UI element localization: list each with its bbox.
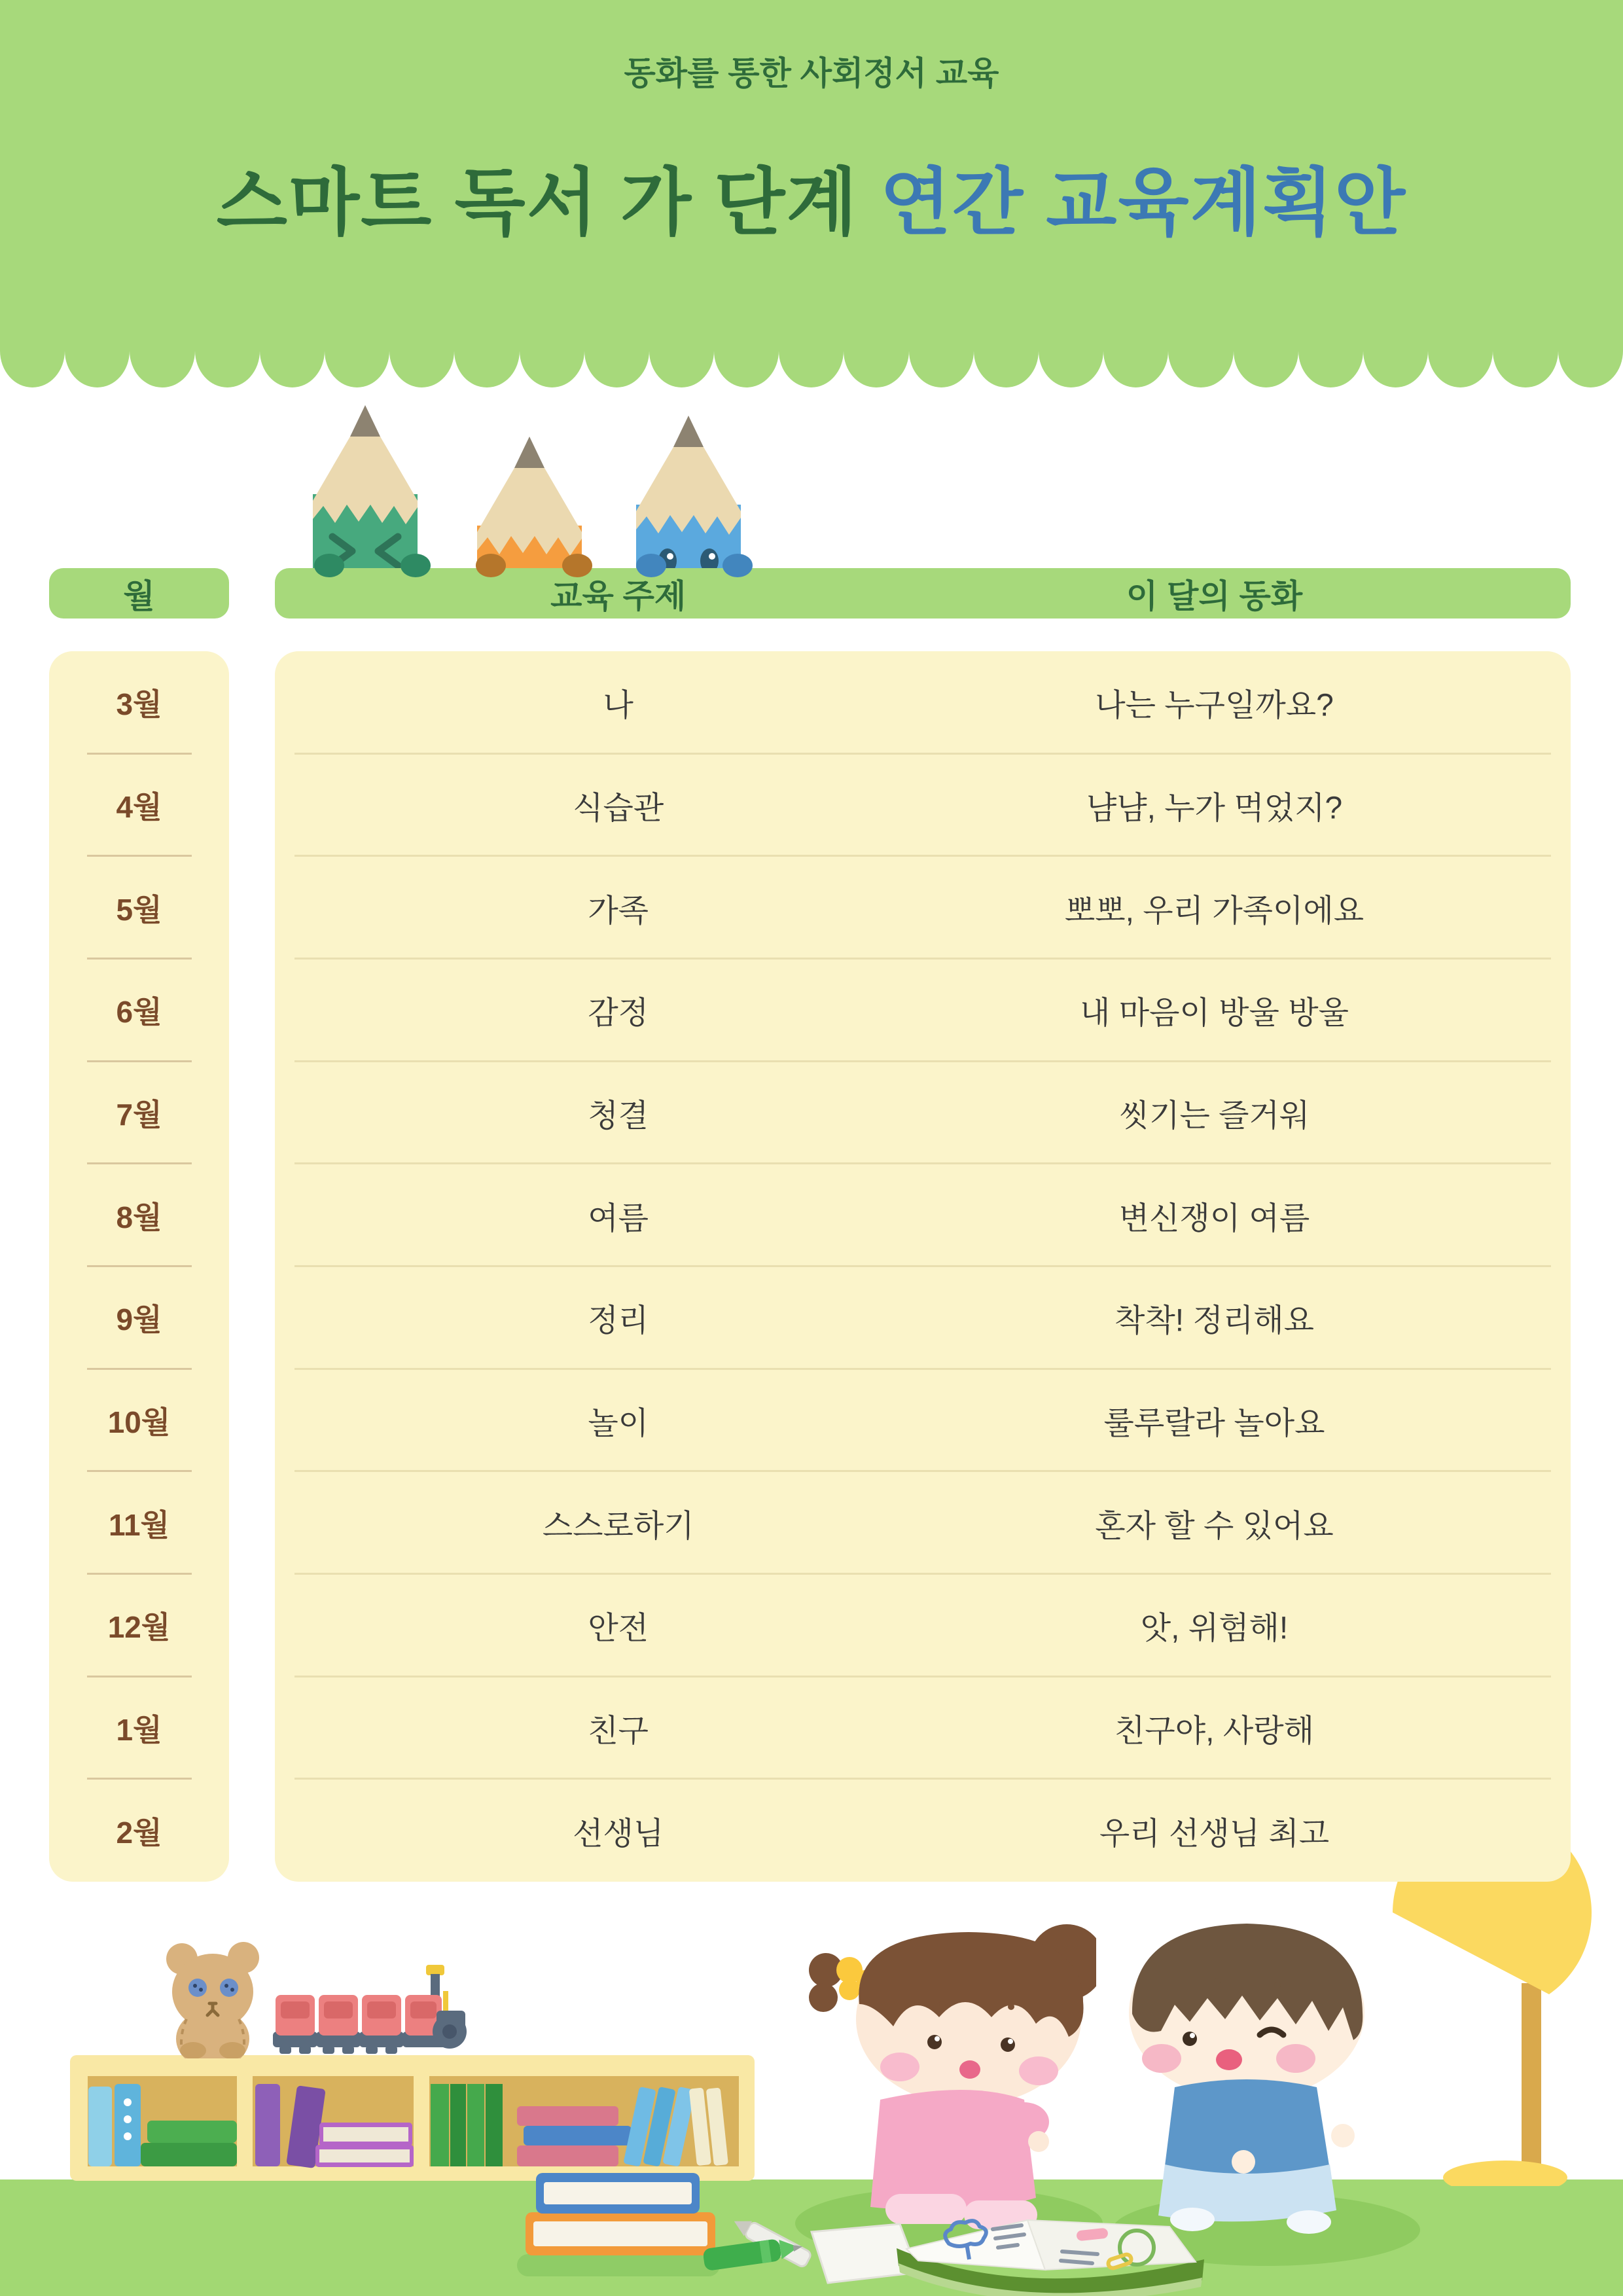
cell-topic: 청결 — [588, 1098, 649, 1134]
scallop-bump — [779, 351, 844, 387]
table-row — [275, 856, 1571, 959]
table-row — [275, 1164, 1571, 1266]
scallop-bump — [195, 351, 260, 387]
scallop-bump — [909, 351, 974, 387]
column-header-topic: 교육 주제 — [550, 577, 687, 615]
cell-story: 착착! 정리해요 — [1115, 1303, 1314, 1338]
cell-story: 씻기는 즐거워 — [1118, 1098, 1310, 1134]
open-book-icon — [802, 2186, 1221, 2296]
cell-topic: 가족 — [588, 893, 649, 929]
cell-story: 변신쟁이 여름 — [1118, 1201, 1310, 1236]
toy-train-icon — [272, 1964, 468, 2056]
scallop-bump — [1428, 351, 1493, 387]
poster-title-accent: 연간 교육계획안 — [880, 162, 1407, 243]
cell-story: 친구야, 사랑해 — [1115, 1713, 1314, 1749]
cell-story: 나는 누구일까요? — [1095, 688, 1334, 723]
pencil-paw-icon — [476, 554, 506, 577]
column-header-month — [49, 568, 229, 619]
scallop-bump — [1363, 351, 1428, 387]
scallop-bump — [1298, 351, 1363, 387]
scallop-bump — [1558, 351, 1623, 387]
cell-topic: 선생님 — [573, 1816, 664, 1852]
month-cell: 6월 — [49, 959, 229, 1062]
month-cell: 1월 — [49, 1677, 229, 1780]
pencil-paw-icon — [401, 554, 431, 577]
cell-story: 앗, 위험해! — [1140, 1611, 1289, 1646]
column-header-month-label: 월 — [123, 577, 155, 615]
scalloped-edge — [0, 351, 1623, 387]
scallop-bump — [325, 351, 389, 387]
pencil-paw-icon — [562, 554, 592, 577]
month-column-panel — [49, 651, 229, 1882]
book-stack-icon — [514, 2172, 723, 2280]
cell-topic: 놀이 — [588, 1406, 649, 1441]
bookshelf-icon — [70, 2055, 755, 2181]
scallop-bump — [389, 351, 454, 387]
cell-topic: 스스로하기 — [542, 1509, 694, 1544]
scallop-bump — [1103, 351, 1168, 387]
table-row — [275, 1779, 1571, 1882]
cell-story: 냠냠, 누가 먹었지? — [1086, 791, 1343, 826]
month-cell: 11월 — [49, 1471, 229, 1574]
scallop-bump — [1234, 351, 1298, 387]
month-cell: 4월 — [49, 754, 229, 857]
cell-story: 우리 선생님 최고 — [1099, 1816, 1330, 1852]
scallop-bump — [584, 351, 649, 387]
teddy-bear-icon — [157, 1941, 268, 2058]
poster-subtitle: 동화를 통한 사회정서 교육 — [624, 55, 999, 92]
cell-topic: 식습관 — [573, 791, 664, 826]
pencil-paw-icon — [636, 554, 666, 577]
table-row — [275, 1574, 1571, 1677]
scallop-bump — [130, 351, 194, 387]
cell-story: 뽀뽀, 우리 가족이에요 — [1064, 893, 1364, 929]
poster-title-primary: 스마트 독서 가 단계 — [216, 162, 859, 243]
scallop-bump — [520, 351, 584, 387]
month-cell: 9월 — [49, 1266, 229, 1369]
month-cell: 2월 — [116, 1815, 162, 1850]
scallop-bump — [260, 351, 325, 387]
cell-topic: 여름 — [588, 1201, 649, 1236]
pencil-paw-icon — [722, 554, 753, 577]
cell-topic: 감정 — [588, 996, 649, 1031]
month-cell: 7월 — [49, 1062, 229, 1164]
scallop-bump — [714, 351, 779, 387]
table-row — [275, 959, 1571, 1062]
month-cell: 12월 — [49, 1574, 229, 1677]
table-row — [275, 754, 1571, 857]
cell-topic: 정리 — [588, 1303, 649, 1338]
column-header-bar — [275, 568, 1571, 619]
table-row — [275, 1062, 1571, 1164]
cell-story: 내 마음이 방울 방울 — [1080, 996, 1349, 1031]
scallop-bump — [1493, 351, 1558, 387]
column-header-story: 이 달의 동화 — [1126, 577, 1303, 615]
cell-story: 룰루랄라 놀아요 — [1103, 1406, 1325, 1441]
month-cell: 5월 — [49, 856, 229, 959]
table-row — [275, 1266, 1571, 1369]
scallop-bump — [0, 351, 65, 387]
scallop-bump — [844, 351, 908, 387]
month-cell: 3월 — [49, 651, 229, 754]
scallop-bump — [454, 351, 519, 387]
table-row — [275, 1471, 1571, 1574]
table-row — [275, 1369, 1571, 1472]
scallop-bump — [1039, 351, 1103, 387]
cell-topic: 안전 — [588, 1611, 649, 1646]
scallop-bump — [974, 351, 1039, 387]
scallop-bump — [65, 351, 130, 387]
cell-story: 혼자 할 수 있어요 — [1095, 1509, 1334, 1544]
plan-table-panel — [275, 651, 1571, 1882]
pencil-paw-icon — [314, 554, 344, 577]
table-row — [275, 1677, 1571, 1780]
header-band — [0, 0, 1623, 351]
scallop-bump — [1168, 351, 1233, 387]
scallop-bump — [649, 351, 714, 387]
cell-topic: 친구 — [588, 1713, 649, 1749]
table-row — [275, 651, 1571, 754]
cell-topic: 나 — [603, 688, 633, 723]
poster-title — [0, 144, 1623, 249]
month-cell: 8월 — [49, 1164, 229, 1266]
month-cell: 10월 — [49, 1369, 229, 1472]
